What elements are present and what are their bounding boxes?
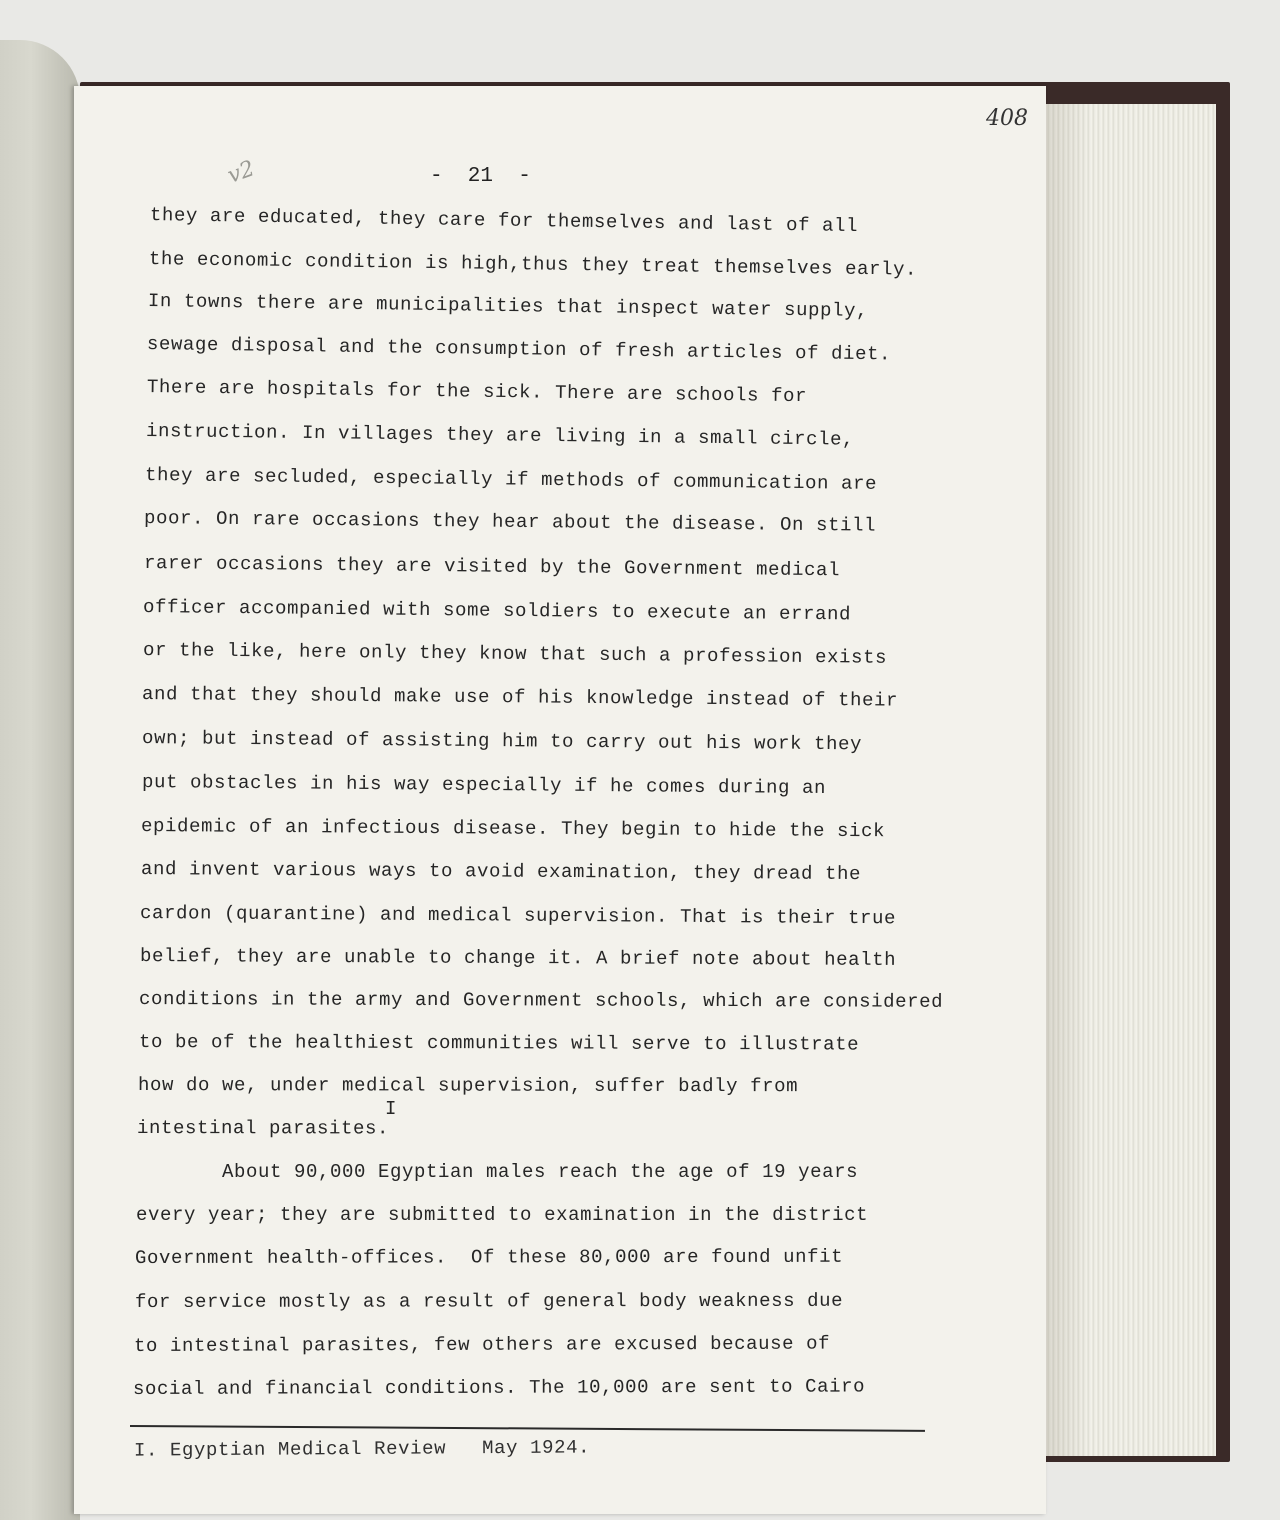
text-line: sewage disposal and the consumption of fresh articles of diet. bbox=[146, 333, 892, 366]
text-line: they are educated, they care for themselves and last of all bbox=[149, 204, 859, 238]
text-line: put obstacles in his way especially if he comes during an bbox=[141, 771, 827, 799]
text-line: and that they should make use of his knowledge instead of their bbox=[141, 683, 899, 712]
text-line: belief, they are unable to change it. A brief note about health bbox=[139, 945, 897, 971]
text-line: and invent various ways to avoid examination, they dread the bbox=[140, 858, 862, 886]
text-line: the economic condition is high,thus they treat themselves early. bbox=[148, 248, 918, 281]
text-line: to intestinal parasites, few others are excused because of bbox=[133, 1332, 831, 1357]
pencil-annotation: v2 bbox=[224, 156, 258, 189]
text-line: epidemic of an infectious disease. They begin to hide the sick bbox=[140, 815, 886, 843]
page-number: - 21 - bbox=[430, 165, 531, 188]
text-line: rarer occasions they are visited by the Government medical bbox=[143, 552, 841, 582]
text-line: In towns there are municipalities that inspect water supply, bbox=[147, 290, 869, 323]
text-line: intestinal parasites. bbox=[136, 1117, 390, 1140]
footnote-marker: I bbox=[385, 1098, 398, 1120]
text-line: how do we, under medical supervision, suffer badly from bbox=[137, 1074, 799, 1098]
text-line: Government health-offices. Of these 80,000 are found unfit bbox=[134, 1245, 844, 1269]
footnote: I. Egyptian Medical Review May 1924. bbox=[133, 1436, 591, 1462]
text-line: instruction. In villages they are living in a small circle, bbox=[145, 420, 855, 451]
folio-number: 408 bbox=[986, 106, 1028, 131]
text-line: to be of the healthiest communities will serve to illustrate bbox=[138, 1031, 860, 1056]
text-line: About 90,000 Egyptian males reach the age of 19 years bbox=[222, 1161, 859, 1183]
text-line: There are hospitals for the sick. There are schools for bbox=[146, 376, 808, 408]
text-line: for service mostly as a result of general body weakness due bbox=[134, 1289, 844, 1313]
text-line: every year; they are submitted to examination in the district bbox=[136, 1204, 869, 1226]
text-line: or the like, here only they know that such a profession exists bbox=[142, 639, 888, 669]
text-line: own; but instead of assisting him to carry out his work they bbox=[141, 727, 863, 756]
facing-page bbox=[0, 40, 80, 1520]
text-line: they are secluded, especially if methods of communication are bbox=[144, 464, 878, 495]
text-line: social and financial conditions. The 10,000 are sent to Cairo bbox=[132, 1375, 866, 1400]
text-line: conditions in the army and Government schools, which are considered bbox=[138, 988, 944, 1013]
text-line: cardon (quarantine) and medical supervision. That is their true bbox=[139, 902, 897, 930]
text-line: poor. On rare occasions they hear about the disease. On still bbox=[143, 507, 877, 537]
text-line: officer accompanied with some soldiers to execute an errand bbox=[142, 596, 852, 626]
